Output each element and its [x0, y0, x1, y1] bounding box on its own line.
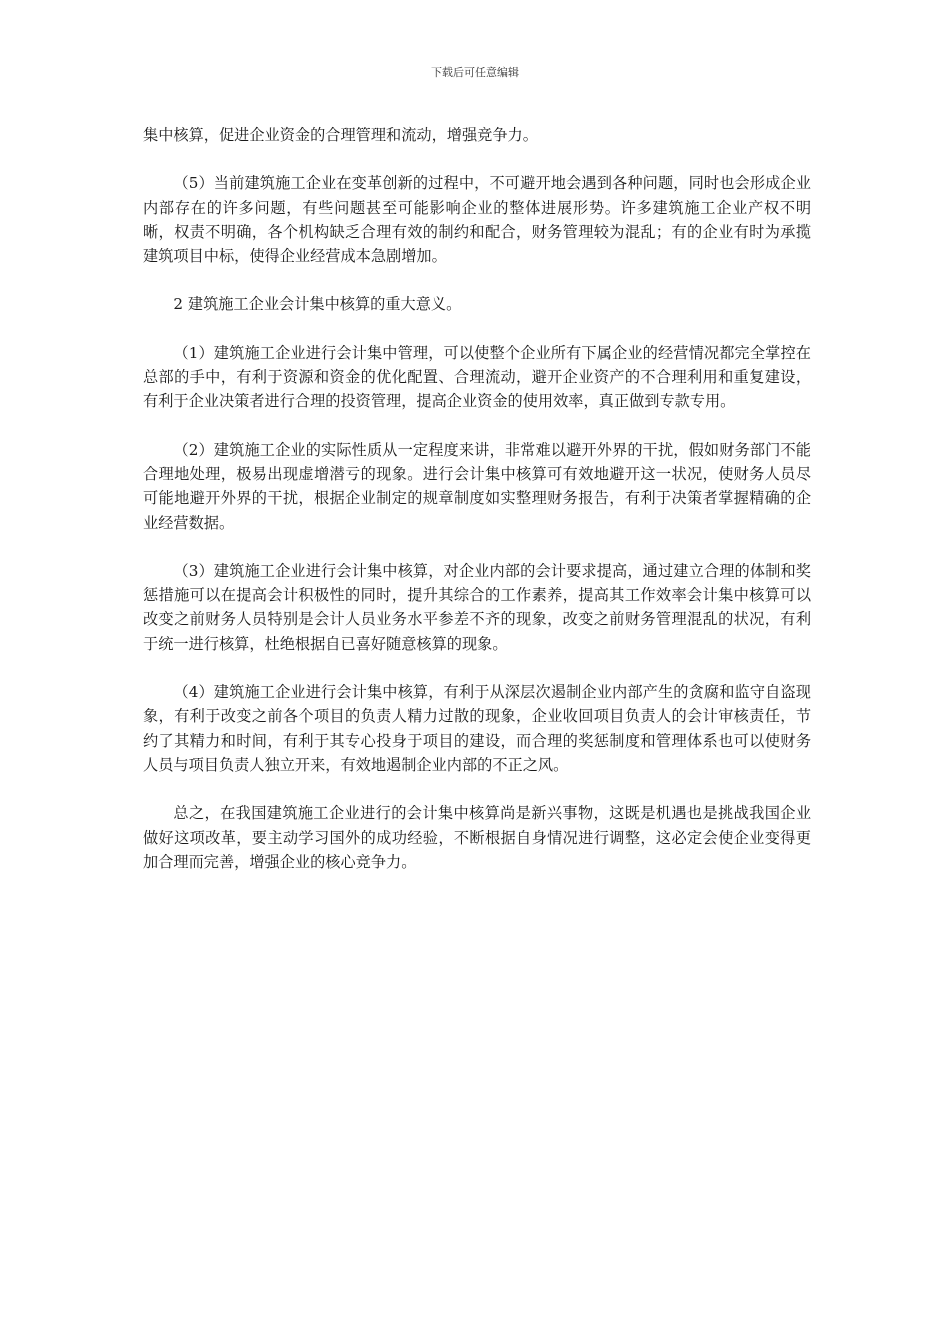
section-heading: 2 建筑施工企业会计集中核算的重大意义。	[173, 295, 462, 314]
document-body	[143, 123, 811, 898]
paragraph-item-5: （5）当前建筑施工企业在变革创新的过程中，不可避开地会遇到各种问题，同时也会形成企业内部存在的许多问题，有些问题甚至可能影响企业的整体进展形势。许多建筑施工企业产权不明晰，权责不明确，各个机构缺乏合理有效的制约和配合，财务管理较为混乱；有的企业有时为承揽建筑项目中标，使得企业经营成本急剧增加。	[143, 174, 811, 266]
paragraph-item-4: （4）建筑施工企业进行会计集中核算，有利于从深层次遏制企业内部产生的贪腐和监守自盗现象，有利于改变之前各个项目的负责人精力过散的现象，企业收回项目负责人的会计审核责任，节约了其精力和时间，有利于其专心投身于项目的建设，而合理的奖惩制度和管理体系也可以使财务人员与项目负责人独立开来，有效地遏制企业内部的不正之风。	[143, 683, 811, 774]
paragraph-item-2: （2）建筑施工企业的实际性质从一定程度来讲，非常难以避开外界的干扰，假如财务部门不能合理地处理，极易出现虚增潜亏的现象。进行会计集中核算可有效地避开这一状况，使财务人员尽可能地避开外界的干扰，根据企业制定的规章制度如实整理财务报告，有利于决策者掌握精确的企业经营数据。	[143, 440, 811, 532]
paragraph-item-3: （3）建筑施工企业进行会计集中核算，对企业内部的会计要求提高，通过建立合理的体制和奖惩措施可以在提高会计积极性的同时，提升其综合的工作素养，提高其工作效率会计集中核算可以改变之前财务人员特别是会计人员业务水平参差不齐的现象，改变之前财务管理混乱的状况，有利于统一进行核算，杜绝根据自已喜好随意核算的现象。	[143, 561, 811, 653]
paragraph-item-1: （1）建筑施工企业进行会计集中管理，可以使整个企业所有下属企业的经营情况都完全掌控在总部的手中，有利于资源和资金的优化配置、合理流动，避开企业资产的不合理利用和重复建设，有利于企业决策者进行合理的投资管理，提高企业资金的使用效率，真正做到专款专用。	[143, 343, 811, 411]
paragraph-continuation: 集中核算，促进企业资金的合理管理和流动，增强竞争力。	[143, 126, 538, 144]
page-header-note: 下载后可任意编辑	[431, 66, 519, 79]
paragraph-conclusion: 总之，在我国建筑施工企业进行的会计集中核算尚是新兴事物，这既是机遇也是挑战我国企业做好这项改革，要主动学习国外的成功经验，不断根据自身情况进行调整，这必定会使企业变得更加合理而完善，增强企业的核心竞争力。	[143, 804, 811, 871]
